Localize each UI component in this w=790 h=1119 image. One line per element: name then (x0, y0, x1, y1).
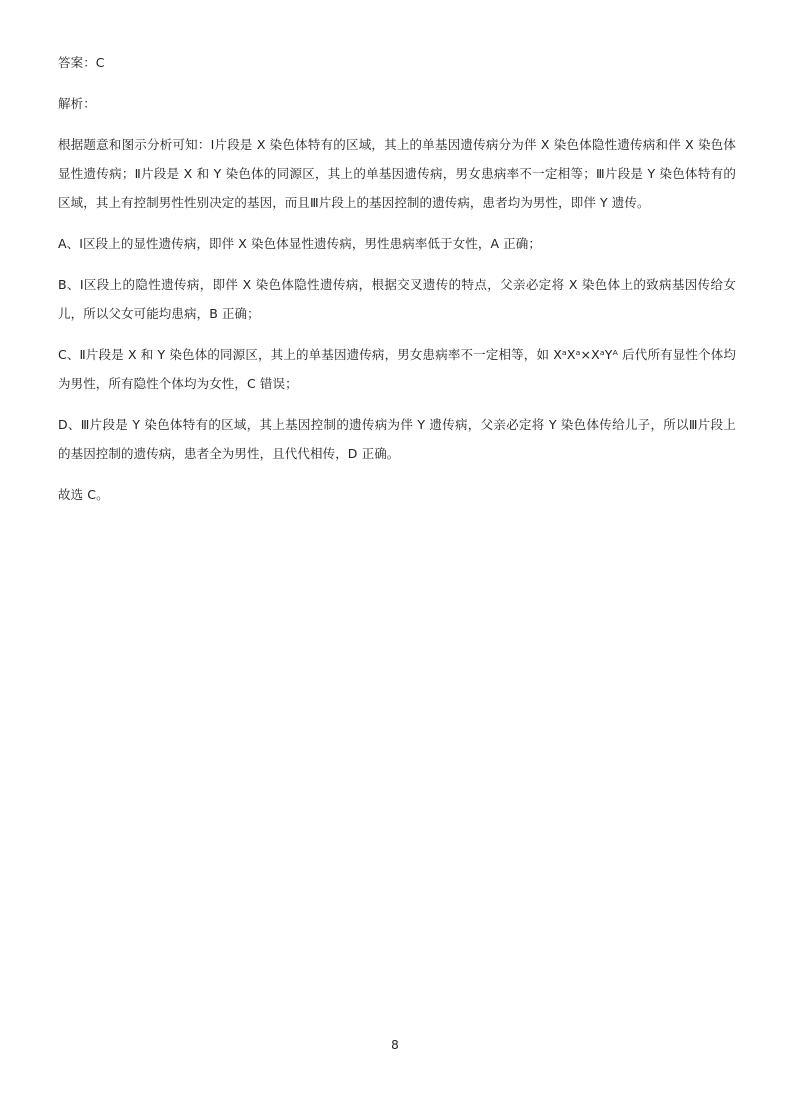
page-number: 8 (391, 1038, 399, 1052)
option-a-explanation: A、Ⅰ区段上的显性遗传病，即伴 X 染色体显性遗传病，男性患病率低于女性，A 正确； (58, 236, 541, 251)
option-b-explanation: B、Ⅰ区段上的隐性遗传病，即伴 X 染色体隐性遗传病，根据交叉遗传的特点，父亲必定将 X 染色体上的致病基因传给女儿，所以父女可能均患病，B 正确； (58, 277, 736, 321)
option-d-explanation: D、Ⅲ片段是 Y 染色体特有的区域，其上基因控制的遗传病为伴 Y 遗传病，父亲必定将 Y 染色体传给儿子，所以Ⅲ片段上的基因控制的遗传病，患者全为男性，且代代相传，D 正确。 (58, 417, 736, 461)
analysis-paragraph-intro: 根据题意和图示分析可知：Ⅰ片段是 X 染色体特有的区域，其上的单基因遗传病分为伴 X 染色体隐性遗传病和伴 X 染色体显性遗传病；Ⅱ片段是 X 和 Y 染色体的同源区，其上的单基因遗传病，男女患病率不一定相等；Ⅲ片段是 Y 染色体特有的区域，其上有控制男性性别决定的基因，而且Ⅲ片段上的基因控制的遗传病，患者均为男性，即伴 Y 遗传。 (58, 137, 736, 210)
answer-line: 答案：C (58, 55, 105, 70)
option-c-explanation: C、Ⅱ片段是 X 和 Y 染色体的同源区，其上的单基因遗传病，男女患病率不一定相等，如 XᵃXᵃ×XᵃYᴬ 后代所有显性个体均为男性，所有隐性个体均为女性，C 错误； (58, 347, 736, 391)
final-choice: 故选 C。 (58, 487, 109, 502)
document-content (58, 48, 736, 521)
analysis-heading: 解析： (58, 96, 96, 111)
